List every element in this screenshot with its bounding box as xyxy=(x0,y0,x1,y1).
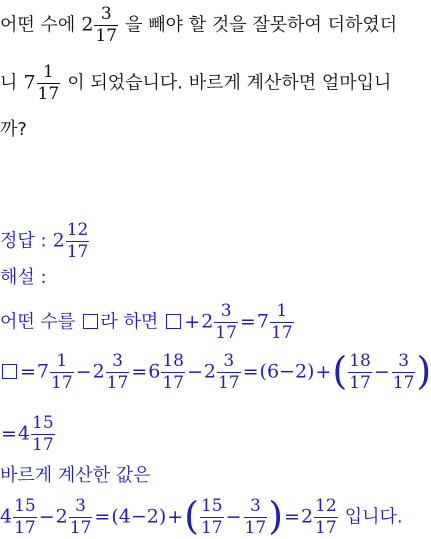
fraction xyxy=(106,353,130,392)
equals-sign: = xyxy=(239,310,256,333)
numerator: 1 xyxy=(42,62,54,82)
problem-line-1 xyxy=(0,6,397,45)
numerator: 12 xyxy=(315,496,337,516)
numerator: 3 xyxy=(75,496,86,516)
solution-label-line xyxy=(0,268,47,287)
fraction xyxy=(37,64,61,103)
minus-sign: − xyxy=(225,505,242,528)
problem-line-3 xyxy=(0,120,27,139)
equals-sign: = xyxy=(1,422,17,445)
unknown-box xyxy=(2,364,17,379)
fraction xyxy=(161,353,185,392)
denominator: 17 xyxy=(270,323,293,343)
solution-label: 해설 : xyxy=(0,267,47,288)
denominator: 17 xyxy=(162,373,184,393)
equals-sign: = xyxy=(284,505,300,528)
denominator: 17 xyxy=(315,518,337,538)
numerator: 18 xyxy=(162,351,184,371)
problem-text: 을 빼야 할 것을 잘못하여 더하였더 xyxy=(125,14,398,36)
solution-line-3 xyxy=(0,415,56,454)
denominator: 17 xyxy=(37,84,60,104)
plus-sign: + xyxy=(184,310,201,333)
answer-line xyxy=(0,222,90,261)
solution-line-4 xyxy=(0,466,151,485)
right-paren: ) xyxy=(268,493,284,538)
problem-text: 니 xyxy=(0,72,18,94)
numerator: 3 xyxy=(223,351,235,371)
equals-sign: = xyxy=(131,360,148,383)
fraction xyxy=(50,353,74,392)
numerator: 3 xyxy=(220,301,232,321)
fraction xyxy=(31,415,55,454)
minus-sign: − xyxy=(373,360,390,383)
equals-sign: = xyxy=(242,360,259,383)
solution-text: 어떤 수를 xyxy=(0,311,76,333)
solution-text: 라 하면 xyxy=(100,311,159,333)
whole: 2 xyxy=(203,360,216,383)
numerator: 18 xyxy=(349,351,371,371)
fraction xyxy=(392,353,416,392)
denominator: 17 xyxy=(32,435,54,455)
left-paren: ( xyxy=(332,348,348,393)
mixed-number-whole: 2 xyxy=(81,13,94,36)
denominator: 17 xyxy=(215,323,237,343)
fraction xyxy=(348,353,372,392)
minus-sign: − xyxy=(75,360,92,383)
problem-line-2 xyxy=(0,64,391,103)
fraction xyxy=(314,498,338,537)
equals-sign: = xyxy=(20,360,36,383)
numerator: 12 xyxy=(66,220,89,240)
fraction xyxy=(200,498,224,537)
mixed-number-whole: 7 xyxy=(23,71,36,94)
unknown-box xyxy=(83,314,98,329)
equals-sign: = xyxy=(94,505,111,528)
numerator: 1 xyxy=(56,351,68,371)
solution-line-2 xyxy=(0,348,431,393)
fraction xyxy=(94,6,118,45)
whole: 4 xyxy=(0,505,13,528)
problem-text: 이 되었습니다. 바르게 계산하면 얼마입니 xyxy=(67,72,392,94)
plus-sign: + xyxy=(315,360,332,383)
numerator: 3 xyxy=(249,496,261,516)
numerator: 1 xyxy=(276,301,288,321)
denominator: 17 xyxy=(106,373,129,393)
unknown-box xyxy=(166,314,181,329)
answer-label: 정답 : xyxy=(0,230,47,252)
solution-line-5 xyxy=(0,493,403,538)
solution-text: 입니다. xyxy=(344,506,403,528)
whole: 7 xyxy=(256,310,269,333)
right-paren: ) xyxy=(416,348,431,393)
answer-fraction xyxy=(66,222,90,261)
fraction xyxy=(69,498,93,537)
numerator: 15 xyxy=(32,413,54,433)
denominator: 17 xyxy=(95,26,118,46)
denominator: 17 xyxy=(217,373,240,393)
whole: 7 xyxy=(36,360,50,383)
plus-sign: + xyxy=(167,505,184,528)
fraction xyxy=(13,498,37,537)
denominator: 17 xyxy=(349,373,371,393)
denominator: 17 xyxy=(200,518,223,538)
numerator: 3 xyxy=(112,351,123,371)
denominator: 17 xyxy=(392,373,415,393)
whole: 2 xyxy=(300,505,314,528)
parenthesized-expression: (4−2) xyxy=(111,505,167,528)
fraction xyxy=(270,303,294,342)
fraction xyxy=(214,303,238,342)
fraction xyxy=(217,353,241,392)
whole: 2 xyxy=(201,310,214,333)
left-paren: ( xyxy=(184,493,199,538)
parenthesized-expression: (6−2) xyxy=(259,360,315,383)
denominator: 17 xyxy=(66,242,89,262)
numerator: 3 xyxy=(100,4,112,24)
denominator: 17 xyxy=(51,373,73,393)
problem-text: 어떤 수에 xyxy=(0,14,76,36)
numerator: 3 xyxy=(398,351,410,371)
numerator: 15 xyxy=(200,496,223,516)
solution-text: 바르게 계산한 값은 xyxy=(0,465,151,486)
problem-text: 까? xyxy=(0,119,27,140)
whole: 2 xyxy=(92,360,105,383)
solution-line-1 xyxy=(0,303,295,342)
denominator: 17 xyxy=(244,518,267,538)
fraction xyxy=(244,498,268,537)
minus-sign: − xyxy=(186,360,203,383)
numerator: 15 xyxy=(14,496,36,516)
answer-whole: 2 xyxy=(52,229,65,252)
whole: 4 xyxy=(17,422,31,445)
minus-sign: − xyxy=(38,505,55,528)
denominator: 17 xyxy=(69,518,92,538)
whole: 6 xyxy=(148,360,161,383)
whole: 2 xyxy=(55,505,68,528)
denominator: 17 xyxy=(14,518,36,538)
